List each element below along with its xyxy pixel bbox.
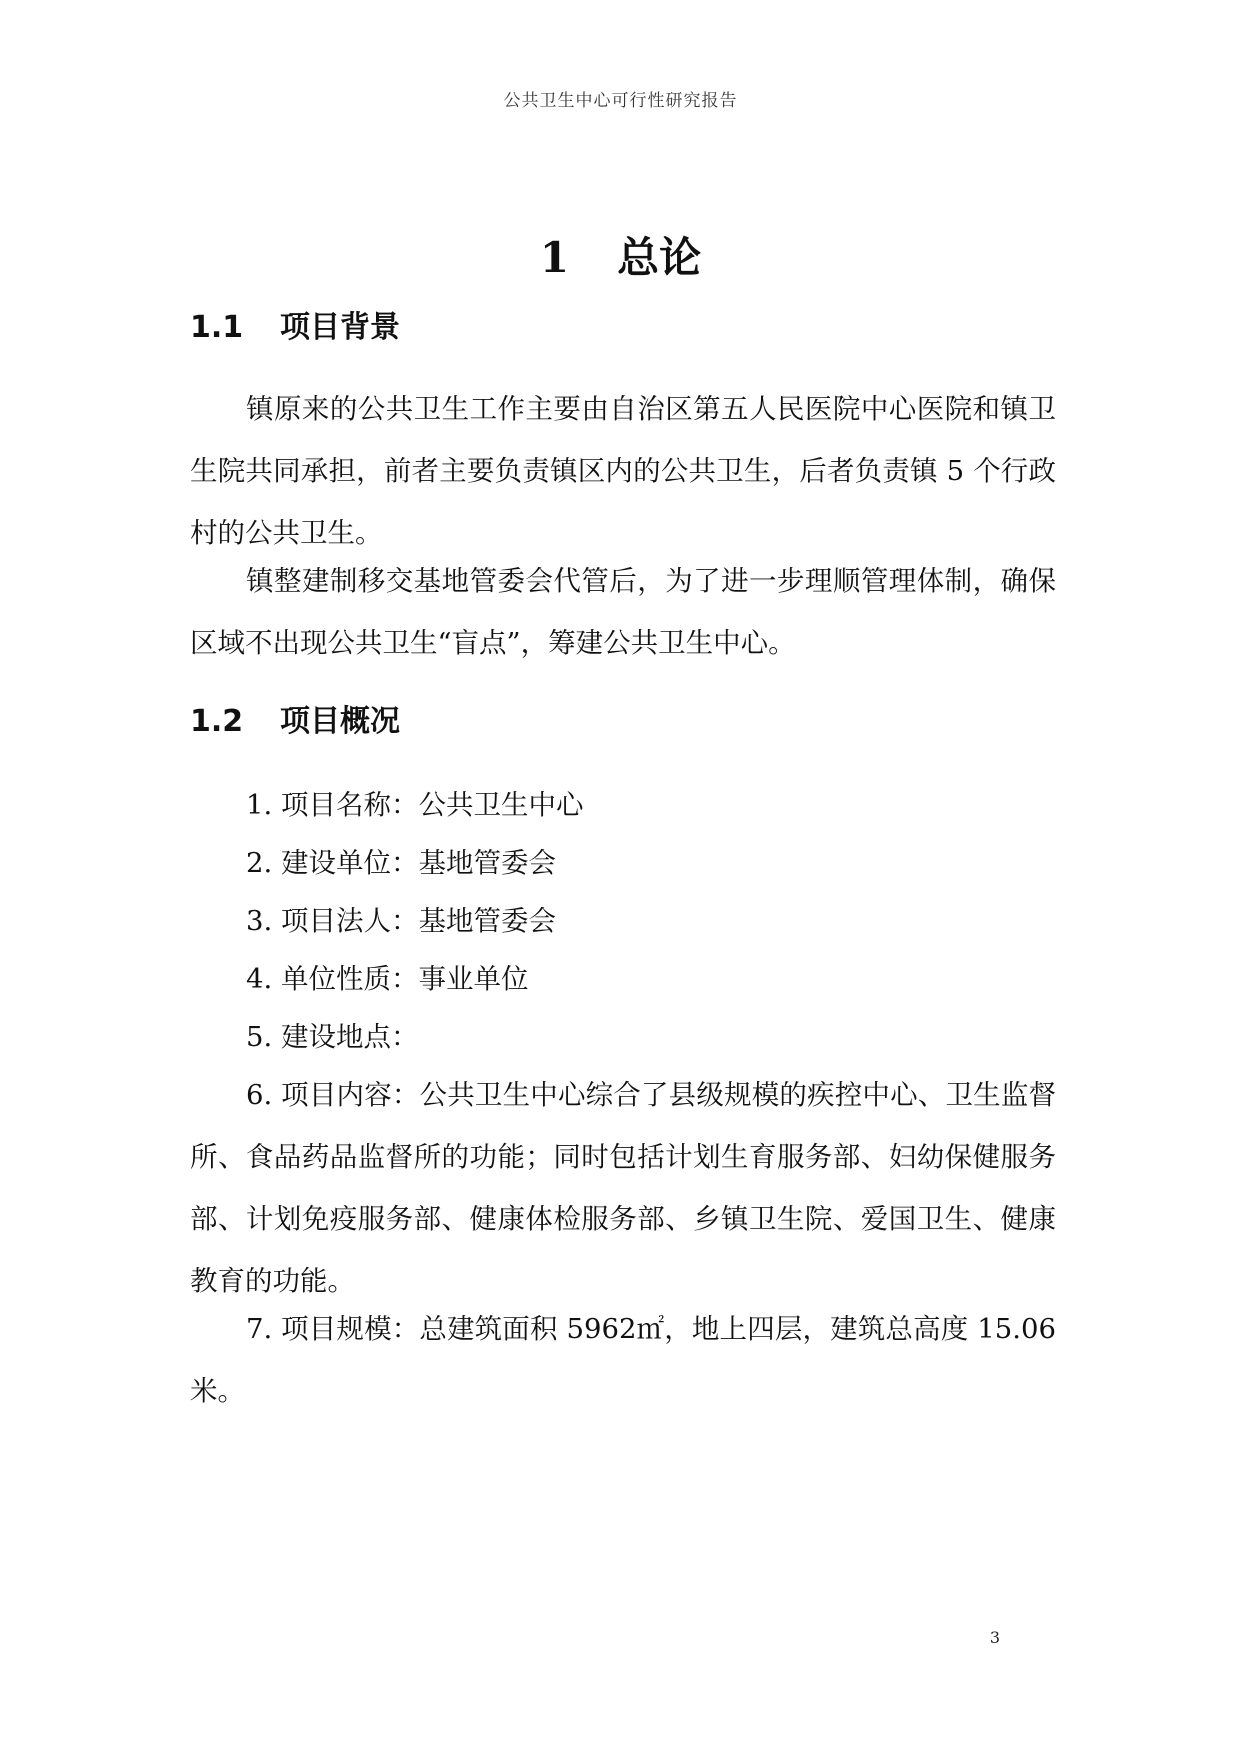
running-header: 公共卫生中心可行性研究报告 bbox=[503, 91, 738, 111]
chapter-title bbox=[0, 228, 1241, 288]
section-title: 项目概况 bbox=[280, 704, 400, 739]
paragraph-background-1: 镇原来的公共卫生工作主要由自治区第五人民医院中心医院和镇卫生院共同承担，前者主要负责镇区内的公共卫生，后者负责镇 5 个行政村的公共卫生。 bbox=[190, 393, 1056, 549]
chapter-title-text: 总论 bbox=[617, 233, 702, 282]
section-heading-1-2 bbox=[190, 702, 1090, 742]
list-item-unit-nature: 4. 单位性质：事业单位 bbox=[246, 963, 529, 995]
section-number: 1.1 bbox=[190, 310, 244, 345]
chapter-number: 1 bbox=[539, 233, 570, 282]
paragraph-project-scale: 7. 项目规模：总建筑面积 5962㎡，地上四层，建筑总高度 15.06 米。 bbox=[190, 1313, 1056, 1407]
page-number: 3 bbox=[989, 1628, 1001, 1647]
list-item-legal-person: 3. 项目法人：基地管委会 bbox=[246, 905, 556, 937]
list-item-builder: 2. 建设单位：基地管委会 bbox=[246, 847, 556, 879]
paragraph-background-2: 镇整建制移交基地管委会代管后，为了进一步理顺管理体制，确保区域不出现公共卫生“盲点”，筹建公共卫生中心。 bbox=[190, 565, 1056, 659]
paragraph-project-content: 6. 项目内容：公共卫生中心综合了县级规模的疾控中心、卫生监督所、食品药品监督所的功能；同时包括计划生育服务部、妇幼保健服务部、计划免疫服务部、健康体检服务部、乡镇卫生院、爱国卫生、健康教育的功能。 bbox=[190, 1079, 1056, 1297]
list-item-location: 5. 建设地点： bbox=[246, 1021, 419, 1053]
section-heading-1-1 bbox=[190, 308, 1090, 348]
section-number: 1.2 bbox=[190, 704, 244, 739]
list-item-project-name: 1. 项目名称：公共卫生中心 bbox=[246, 789, 584, 821]
section-title: 项目背景 bbox=[280, 310, 400, 345]
